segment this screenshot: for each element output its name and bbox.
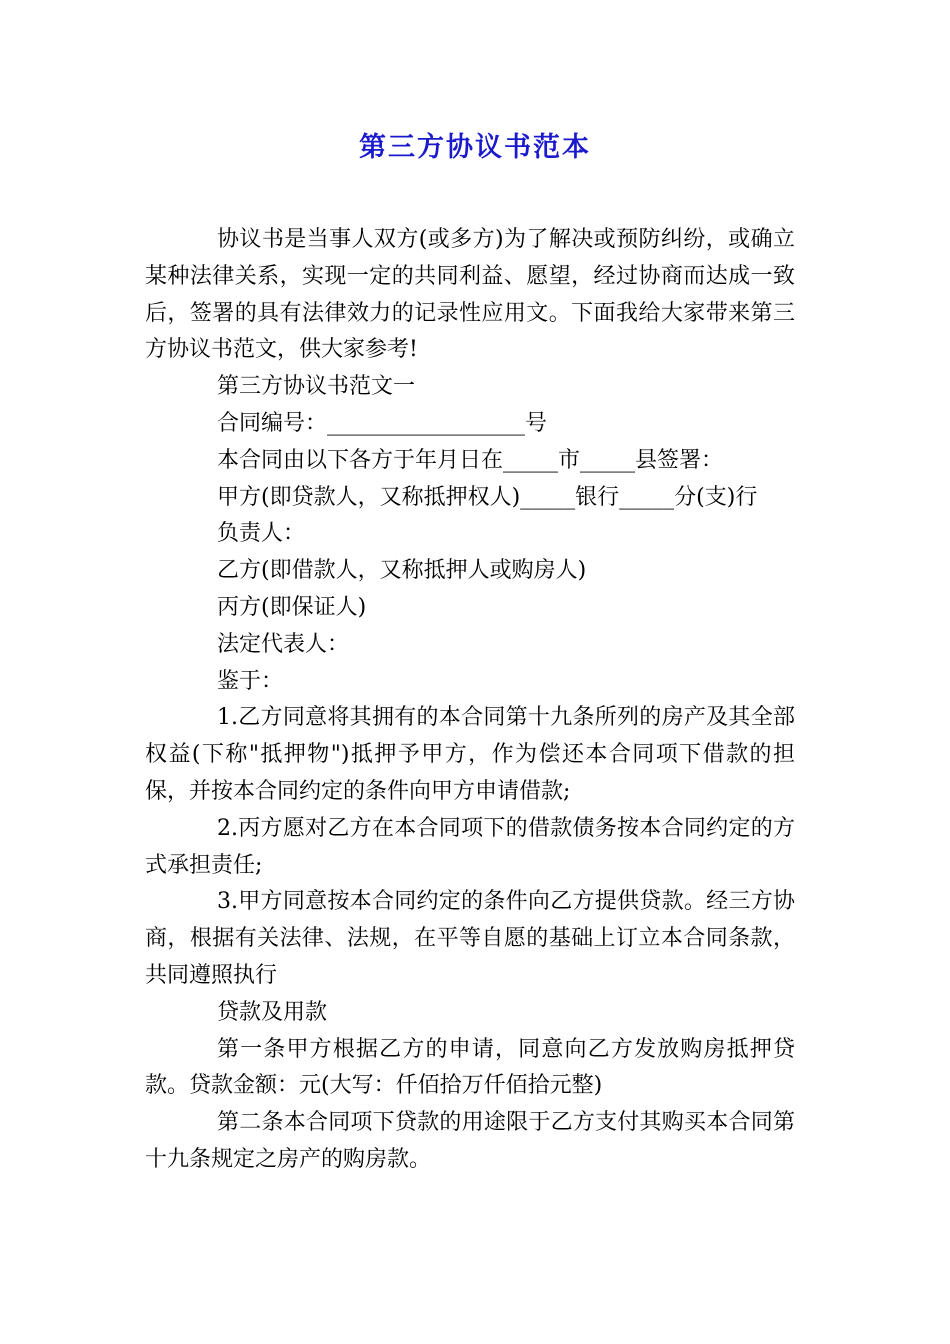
document-title: 第三方协议书范本 — [359, 132, 591, 163]
contract-number-line: 合同编号：__________________号 — [217, 410, 548, 436]
article-1: 第一条甲方根据乙方的申请，同意向乙方发放购房抵押贷款。贷款金额：元(大写：仟佰拾万仟佰拾元整) — [145, 1036, 795, 1099]
loan-section-heading: 贷款及用款 — [217, 999, 328, 1025]
article-2: 第二条本合同项下贷款的用途限于乙方支付其购买本合同第十九条规定之房产的购房款。 — [145, 1110, 795, 1172]
whereas-line: 鉴于： — [217, 668, 284, 694]
whereas-item-3: 3.甲方同意按本合同约定的条件向乙方提供贷款。经三方协商，根据有关法律、法规，在平等自愿的基础上订立本合同条款，共同遵照执行 — [145, 889, 795, 988]
party-b-line: 乙方(即借款人，又称抵押人或购房人) — [217, 558, 587, 584]
document-body — [145, 222, 795, 1179]
legal-representative-line: 法定代表人： — [217, 631, 350, 657]
responsible-person-line: 负责人： — [217, 521, 306, 547]
party-a-line: 甲方(即贷款人，又称抵押权人)_____银行_____分(支)行 — [217, 484, 758, 510]
party-c-line: 丙方(即保证人) — [217, 594, 367, 620]
signing-location-line: 本合同由以下各方于年月日在_____市_____县签署： — [217, 447, 724, 473]
section-heading: 第三方协议书范文一 — [217, 374, 416, 400]
whereas-item-1: 1.乙方同意将其拥有的本合同第十九条所列的房产及其全部权益(下称"抵押物")抵押予甲方，作为偿还本合同项下借款的担保，并按本合同约定的条件向甲方申请借款; — [145, 705, 795, 804]
whereas-item-2: 2.丙方愿对乙方在本合同项下的借款债务按本合同约定的方式承担责任; — [145, 815, 795, 878]
intro-paragraph: 协议书是当事人双方(或多方)为了解决或预防纠纷，或确立某种法律关系，实现一定的共同利益、愿望，经过协商而达成一致后，签署的具有法律效力的记录性应用文。下面我给大家带来第三方协议书范文，供大家参考! — [145, 227, 795, 363]
